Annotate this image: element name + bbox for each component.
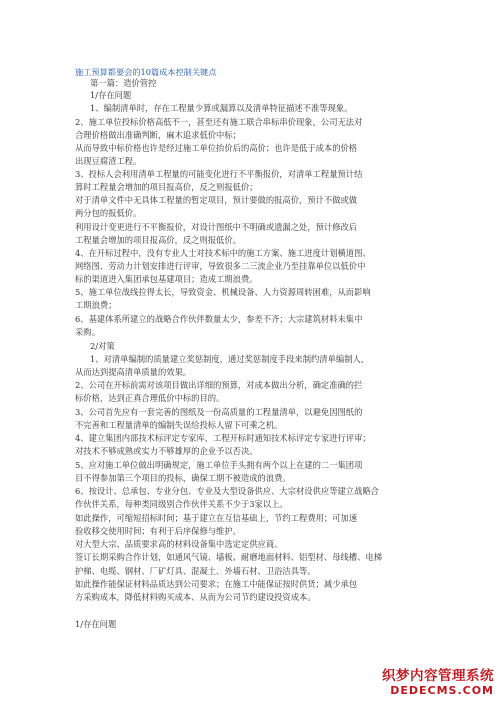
paragraph-line: 从而导致中标价格也许是经过施工单位抬价后的高价；也许是低于成本的价格 [75, 143, 358, 153]
paragraph-line: 采购。 [75, 327, 100, 337]
paragraph-line: 1、对清单编制的质量建立奖惩制度，通过奖惩制度手段来制约清单编制人， [90, 354, 370, 364]
watermark-en: DEDECMS.COM [390, 684, 494, 697]
watermark-logo [382, 664, 494, 697]
paragraph-line: 算时工程量会增加的项目报高价，反之则报低价； [75, 182, 258, 192]
paragraph-line: 1、编制清单时，存在工程量少算或漏算以及清单特征描述不准等现象。 [90, 103, 353, 113]
paragraph-line: 工程量会增加的项目报高价，反之则报低价。 [75, 235, 241, 245]
section-heading: 1/存在问题 [75, 619, 117, 629]
paragraph-line: 护梯、电缆、钢材、厂矿灯具、混凝土、外墙石材、卫浴洁具等。 [75, 566, 316, 576]
subsection-heading: 1/存在问题 [90, 90, 132, 100]
paragraph-line: 如此操作，可缩短招标时间；基于建立在互信基础上，节约工程费用；可加速 [75, 513, 358, 523]
paragraph-line: 标价格，达到正真合理低价中标的目的。 [75, 393, 225, 403]
section-heading: 第一篇：造价管控 [90, 78, 157, 88]
paragraph-line: 对大型大宗、品质要求高的材料设备集中选定定供应商。 [75, 539, 283, 549]
paragraph-line: 5、施工单位战线拉得太长，导致资金、机械设备、人力资源周转困难，从而影响 [75, 287, 371, 297]
paragraph-line: 2、公司在开标前需对该项目做出详细的预算，对成本做出分析，确定准确的拦 [75, 380, 363, 390]
paragraph-line: 3、公司首先应有一套完善的图纸及一份高质量的工程量清单，以避免因图纸的 [75, 407, 363, 417]
paragraph-line: 对于清单文件中无具体工程量的暂定项目，预计要做的报高价，预计不做或做 [75, 195, 358, 205]
paragraph-line: 网络图、劳动力计划安排进行评审，导致很多二三流企业乃至挂靠单位以低价中 [75, 261, 366, 271]
paragraph-line: 作伙伴关系，每种类同级别合作伙伴关系不少于3家以上。 [75, 499, 288, 509]
paragraph-line: 3、投标人会利用清单工程量的可能变化进行不平衡报价，对清单工程量预计结 [75, 169, 363, 179]
paragraph-line: 两分包的报低价。 [75, 208, 142, 218]
paragraph-line: 4、在开标过程中，没有专业人士对技术标中的施工方案、施工进度计划横道图、 [75, 248, 371, 258]
watermark-cn: 织梦内容管理系统 [382, 668, 494, 684]
paragraph-line: 4、建立集团内部技术标评定专家库，工程开标时通知技术标评定专家进行评审； [75, 433, 371, 443]
paragraph-line: 方采购成本，降低材料购买成本、从而为公司节约建设投资成本。 [75, 592, 316, 602]
document-title[interactable]: 施工预算都要会的10篇成本控制关键点 [75, 67, 217, 77]
paragraph-line: 不完善和工程量清单的编制失误给投标人留下可乘之机。 [75, 420, 283, 430]
paragraph-line: 标的渠道进入集团承包基建项目；造成工期浪费。 [75, 274, 258, 284]
paragraph-line: 验收移交使用时间；有利于后序保修与维护。 [75, 526, 241, 536]
paragraph-line: 从而达到提高清单质量的效果。 [75, 367, 192, 377]
paragraph-line: 签订长期采购合作计划，如通风气镜、墙板、耐磨地面材料、铝型材、母线槽、电梯 [75, 552, 382, 562]
paragraph-line: 合理价格做出准确判断，麻木追求低价中标； [75, 130, 241, 140]
paragraph-line: 利用设计变更进行不平衡报价，对设计图纸中不明确或遗漏之处，预计修改后 [75, 222, 358, 232]
paragraph-line: 工期浪费； [75, 300, 117, 310]
subsection-heading: 2/对策 [90, 341, 115, 351]
paragraph-line: 目不得参加第三个项目的投标，确保工期不被造成的浪费。 [75, 473, 291, 483]
paragraph-line: 对技术不够成熟或实力不够雄厚的企业予以否决。 [75, 446, 258, 456]
paragraph-line: 5、应对施工单位做出明确规定，施工单位手头拥有两个以上在建的二一集团项 [75, 460, 363, 470]
paragraph-line: 2、施工单位投标价格高低不一，甚至还有施工联合串标串价现象，公司无法对 [75, 117, 363, 127]
paragraph-line: 6、基建体系所建立的战略合作伙伴数量太少，参差不齐；大宗建筑材料未集中 [75, 314, 363, 324]
paragraph-line: 6、按设计、总承包、专业分包、专业及大型设备供应、大宗材设供应等建立战略合 [75, 486, 379, 496]
paragraph-line: 如此操作能保证材料品质达到公司要求；在施工中能保证按时供货；减少承包 [75, 579, 358, 589]
paragraph-line: 出现豆腐渣工程。 [75, 156, 142, 166]
